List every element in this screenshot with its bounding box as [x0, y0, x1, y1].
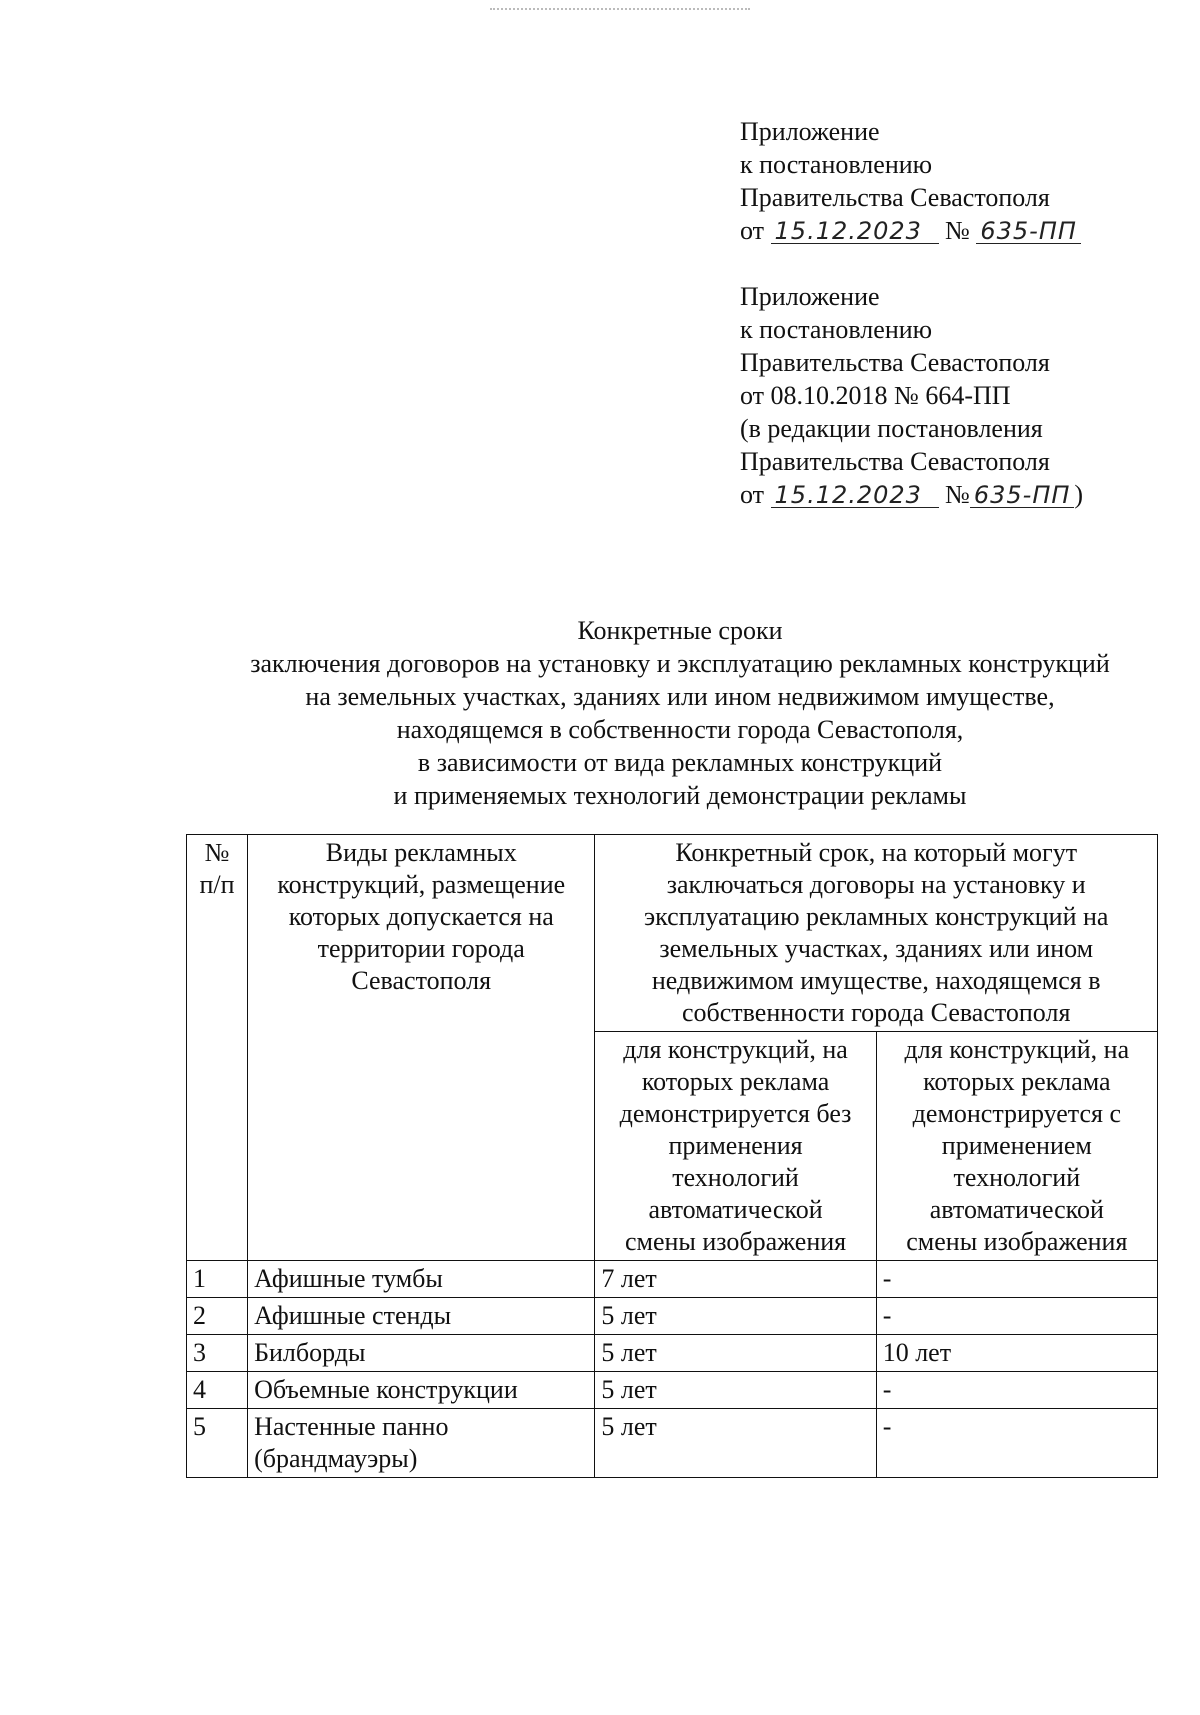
header-text: автоматической	[648, 1195, 823, 1224]
row-term-with: -	[876, 1409, 1157, 1478]
title-line: и применяемых технологий демонстрации рекламы	[393, 781, 967, 810]
appendix-line: Правительства Севастополя	[740, 447, 1050, 476]
title-line: находящемся в собственности города Севастополя,	[396, 715, 964, 744]
header-text: для конструкций, на	[904, 1035, 1130, 1064]
header-text: эксплуатацию рекламных конструкций на	[643, 902, 1109, 931]
row-term-with: -	[876, 1298, 1157, 1335]
header-text: для конструкций, на	[623, 1035, 848, 1064]
document-title	[180, 614, 1180, 812]
header-type	[248, 835, 595, 1261]
header-text: недвижимом имуществе, находящемся в	[651, 966, 1101, 995]
header-text: которых допускается на	[288, 902, 554, 931]
appendix-date-line	[740, 214, 1160, 247]
header-text: территории города	[317, 934, 525, 963]
table-row	[187, 1335, 1158, 1372]
page-top-mark	[490, 0, 750, 10]
header-text: технологий	[953, 1163, 1081, 1192]
header-text: автоматической	[929, 1195, 1104, 1224]
table-row	[187, 1261, 1158, 1298]
closing-paren: )	[1074, 480, 1084, 509]
header-text: Севастополя	[351, 966, 492, 995]
from-label: от	[740, 216, 765, 245]
terms-table	[186, 834, 1158, 1478]
row-type	[248, 1409, 595, 1478]
header-num	[187, 835, 248, 1261]
header-text: применения	[668, 1131, 803, 1160]
appendix-line: к постановлению	[740, 150, 933, 179]
row-number: 2	[187, 1298, 248, 1335]
header-text: п/п	[199, 870, 235, 899]
from-label: от	[740, 480, 765, 509]
row-number: 1	[187, 1261, 248, 1298]
header-text: смены изображения	[624, 1227, 847, 1256]
header-text: собственности города Севастополя	[682, 998, 1071, 1027]
title-line: заключения договоров на установку и эксплуатацию рекламных конструкций	[250, 649, 1110, 678]
header-text: смены изображения	[906, 1227, 1128, 1256]
row-term-without: 5 лет	[595, 1409, 876, 1478]
row-type: Билборды	[248, 1335, 595, 1372]
row-type: Афишные тумбы	[248, 1261, 595, 1298]
row-number: 5	[187, 1409, 248, 1478]
row-type-line: (брандмауэры)	[254, 1444, 418, 1473]
appendix-line: к постановлению	[740, 315, 933, 344]
row-number: 3	[187, 1335, 248, 1372]
handwritten-date: 15.12.2023	[771, 483, 939, 508]
handwritten-date: 15.12.2023	[771, 219, 939, 244]
appendix-block-original	[740, 280, 1160, 511]
row-number: 4	[187, 1372, 248, 1409]
row-term-without: 5 лет	[595, 1372, 876, 1409]
header-text: заключаться договоры на установку и	[666, 870, 1086, 899]
row-type: Афишные стенды	[248, 1298, 595, 1335]
row-term-with: -	[876, 1372, 1157, 1409]
header-text: земельных участках, зданиях или ином	[659, 934, 1094, 963]
header-text: демонстрируется без	[619, 1099, 852, 1128]
table-header-row	[187, 835, 1158, 1032]
title-line: в зависимости от вида рекламных конструкций	[417, 748, 943, 777]
header-text: №	[204, 838, 230, 867]
header-text: конструкций, размещение	[277, 870, 566, 899]
title-line: Конкретные сроки	[577, 616, 783, 645]
appendix-line: от 08.10.2018 № 664-ПП	[740, 381, 1011, 410]
appendix-line: Приложение	[740, 117, 880, 146]
header-text: применением	[941, 1131, 1092, 1160]
header-without-automation	[595, 1032, 876, 1261]
appendix-line: Правительства Севастополя	[740, 183, 1050, 212]
handwritten-number: 635-ПП	[970, 483, 1075, 508]
table-row	[187, 1298, 1158, 1335]
table-row	[187, 1409, 1158, 1478]
header-text: Виды рекламных	[325, 838, 517, 867]
appendix-date-line	[740, 478, 1160, 511]
title-line: на земельных участках, зданиях или ином недвижимом имуществе,	[305, 682, 1055, 711]
header-text: демонстрируется с	[912, 1099, 1122, 1128]
number-label: №	[945, 480, 970, 509]
header-term	[595, 835, 1158, 1032]
row-term-without: 5 лет	[595, 1298, 876, 1335]
row-term-without: 5 лет	[595, 1335, 876, 1372]
header-text: которых реклама	[641, 1067, 830, 1096]
header-text: Конкретный срок, на который могут	[675, 838, 1078, 867]
row-term-with: -	[876, 1261, 1157, 1298]
row-term-with: 10 лет	[876, 1335, 1157, 1372]
header-text: которых реклама	[923, 1067, 1111, 1096]
header-with-automation	[876, 1032, 1157, 1261]
number-label: №	[945, 216, 970, 245]
row-term-without: 7 лет	[595, 1261, 876, 1298]
handwritten-number: 635-ПП	[976, 219, 1081, 244]
row-type-line: Настенные панно	[254, 1412, 449, 1441]
appendix-line: Приложение	[740, 282, 880, 311]
table-row	[187, 1372, 1158, 1409]
appendix-block-new	[740, 115, 1160, 247]
appendix-line: (в редакции постановления	[740, 414, 1043, 443]
row-type: Объемные конструкции	[248, 1372, 595, 1409]
appendix-line: Правительства Севастополя	[740, 348, 1050, 377]
header-text: технологий	[672, 1163, 799, 1192]
